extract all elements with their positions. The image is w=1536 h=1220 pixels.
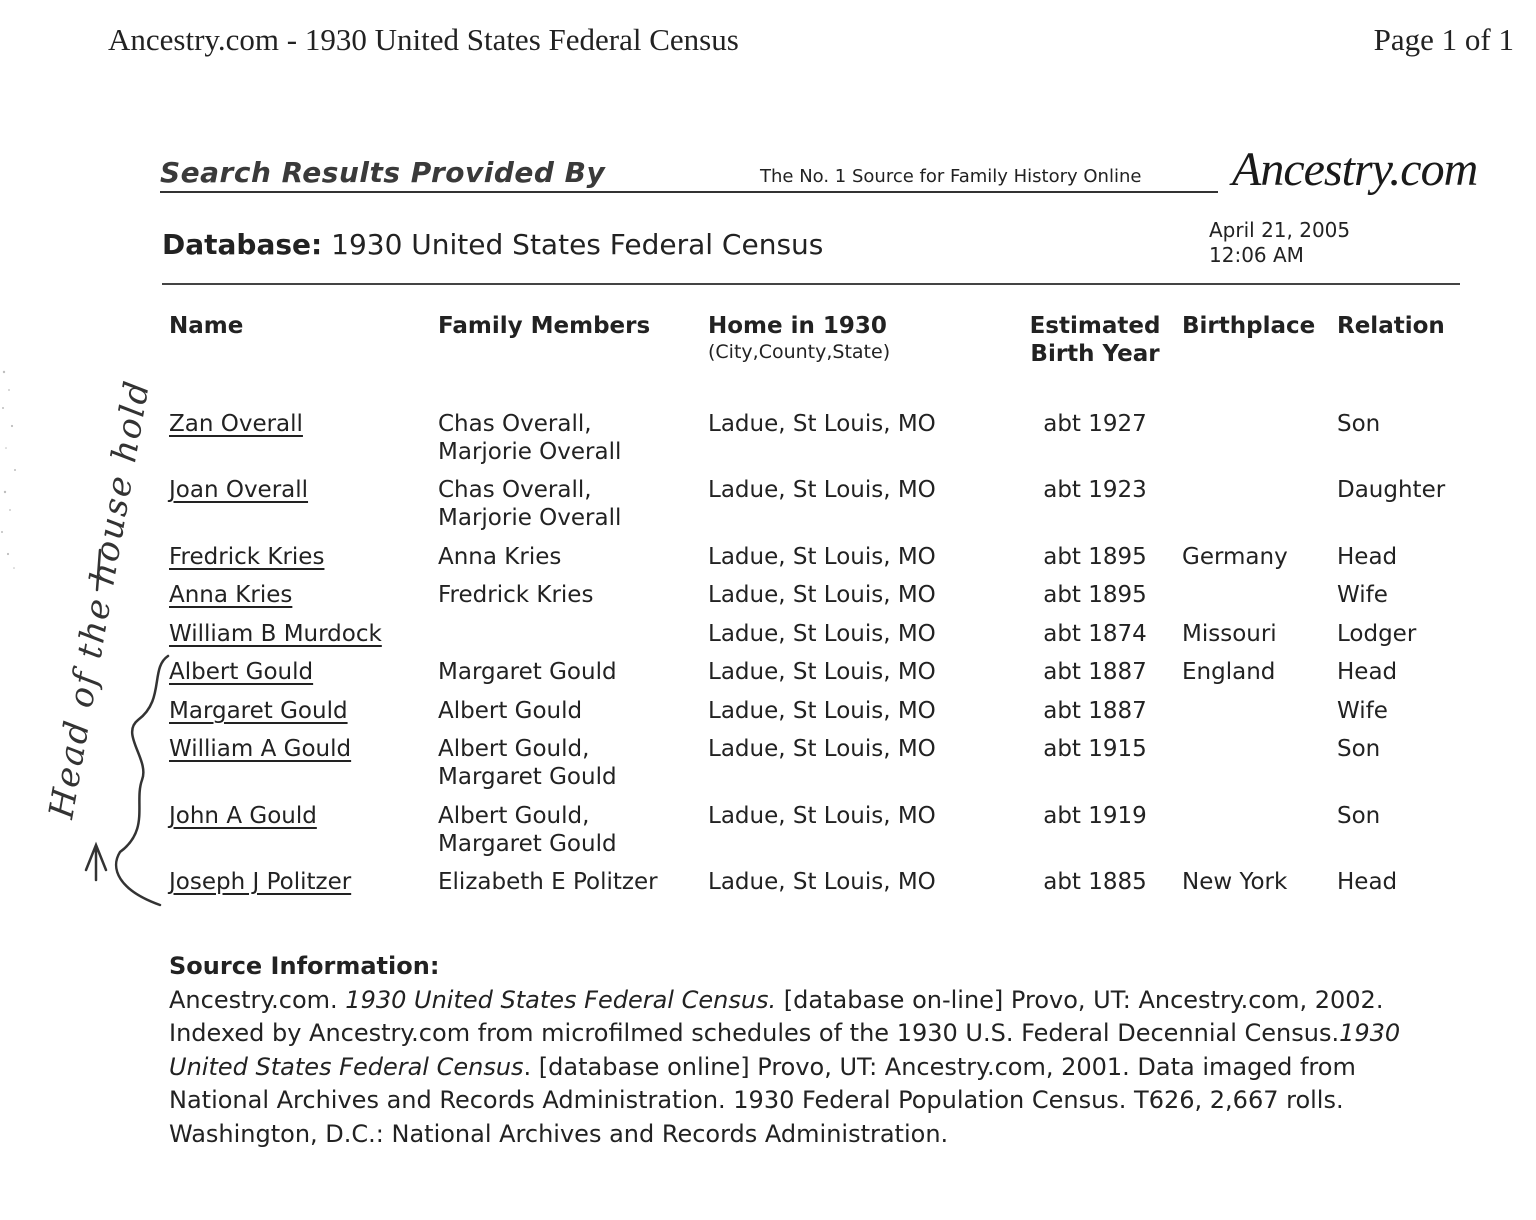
print-title: Ancestry.com - 1930 United States Federal Census [108,22,739,57]
header-home-label: Home in 1930 [708,313,887,339]
provided-by-heading: Search Results Provided By [160,156,606,189]
header-birth-year: Estimated Birth Year [1029,313,1161,367]
search-time: 12:06 AM [1209,243,1304,267]
home: Ladue, St Louis, MO [708,411,936,437]
birth-year: abt 1923 [1043,477,1147,503]
header-birthplace: Birthplace [1182,313,1316,339]
source-text: [database on-line] Provo, UT: Ancestry.com, 2002. Indexed by Ancestry.com from microfilmed schedules of the 1930 U.S. Federal Decennial Census. [169,985,1384,1047]
home: Ladue, St Louis, MO [708,659,936,685]
arrow-mark [86,845,106,880]
home: Ladue, St Louis, MO [708,869,936,895]
birthplace: England [1182,659,1276,685]
person-link[interactable]: Joseph J Politzer [169,869,352,895]
header-home-sub: (City,County,State) [708,341,891,363]
relation: Wife [1337,582,1388,608]
birth-year: abt 1874 [1043,621,1147,647]
header-home [708,312,890,364]
relation: Lodger [1337,621,1417,647]
person-link[interactable]: William B Murdock [169,621,382,647]
family-members: Anna Kries [438,544,562,570]
source-text: . [database online] Provo, UT: Ancestry.com, 2001. Data imaged from National Archives and Records Administration. 1930 Federal Population Census. T626, 2,667 rolls. Washington, D.C.: National Archives and Records Administration. [169,1052,1356,1148]
header-family-members: Family Members [438,313,651,339]
home: Ladue, St Louis, MO [708,736,936,762]
timestamp [1209,218,1350,268]
home: Ladue, St Louis, MO [708,477,936,503]
relation: Head [1337,544,1398,570]
birth-year: abt 1895 [1043,544,1147,570]
person-link[interactable]: John A Gould [169,803,317,829]
database-name: 1930 United States Federal Census [331,228,824,261]
person-link[interactable]: Zan Overall [169,411,303,437]
scan-speckle [0,360,30,580]
family-members: Margaret Gould [438,659,617,685]
family-members: Albert Gould [438,698,583,724]
table-header [0,312,1536,402]
handwritten-note: Head of the house hold [41,376,159,822]
source-heading: Source Information: [169,952,440,980]
relation: Head [1337,659,1398,685]
source-text: Ancestry.com. [169,985,346,1014]
family-members: Chas Overall, Marjorie Overall [438,411,622,465]
source-information [169,950,1459,1151]
home: Ladue, St Louis, MO [708,582,936,608]
database-line [162,228,823,261]
home: Ladue, St Louis, MO [708,698,936,724]
source-title: 1930 United States Federal Census [169,1019,1401,1081]
print-header [108,22,1514,66]
birth-year: abt 1885 [1043,869,1147,895]
page-number: Page 1 of 1 [1373,22,1514,57]
birth-year: abt 1919 [1043,803,1147,829]
database-label: Database: [162,228,323,261]
family-members: Albert Gould, Margaret Gould [438,803,617,857]
search-date: April 21, 2005 [1209,218,1351,242]
family-members: Albert Gould, Margaret Gould [438,736,617,790]
ancestry-logo: Ancestry.com [1232,143,1478,196]
source-body [169,984,1459,1152]
birth-year: abt 1887 [1043,659,1147,685]
handwritten-annotation [0,0,200,1220]
relation: Daughter [1337,477,1446,503]
family-members: Chas Overall, Marjorie Overall [438,477,622,531]
person-link[interactable]: Albert Gould [169,659,314,685]
results-banner [160,143,1478,196]
home: Ladue, St Louis, MO [708,621,936,647]
home: Ladue, St Louis, MO [708,803,936,829]
relation: Wife [1337,698,1388,724]
source-title: 1930 United States Federal Census. [345,985,777,1014]
tagline: The No. 1 Source for Family History Online [760,166,1142,187]
person-link[interactable]: Margaret Gould [169,698,348,724]
header-relation: Relation [1337,313,1445,339]
birth-year: abt 1915 [1043,736,1147,762]
person-link[interactable]: Anna Kries [169,582,293,608]
birthplace: Germany [1182,544,1288,570]
bracket-mark [116,656,168,905]
birth-year: abt 1887 [1043,698,1147,724]
person-link[interactable]: Fredrick Kries [169,544,325,570]
person-link[interactable]: William A Gould [169,736,352,762]
birthplace: Missouri [1182,621,1277,647]
relation: Son [1337,736,1381,762]
family-members: Fredrick Kries [438,582,594,608]
relation: Son [1337,803,1381,829]
birth-year: abt 1895 [1043,582,1147,608]
birth-year: abt 1927 [1043,411,1147,437]
person-link[interactable]: Joan Overall [169,477,309,503]
header-name: Name [169,313,244,339]
family-members: Elizabeth E Politzer [438,869,658,895]
relation: Son [1337,411,1381,437]
home: Ladue, St Louis, MO [708,544,936,570]
header-divider [162,283,1460,285]
banner-rule [160,191,1218,193]
relation: Head [1337,869,1398,895]
birthplace: New York [1182,869,1288,895]
